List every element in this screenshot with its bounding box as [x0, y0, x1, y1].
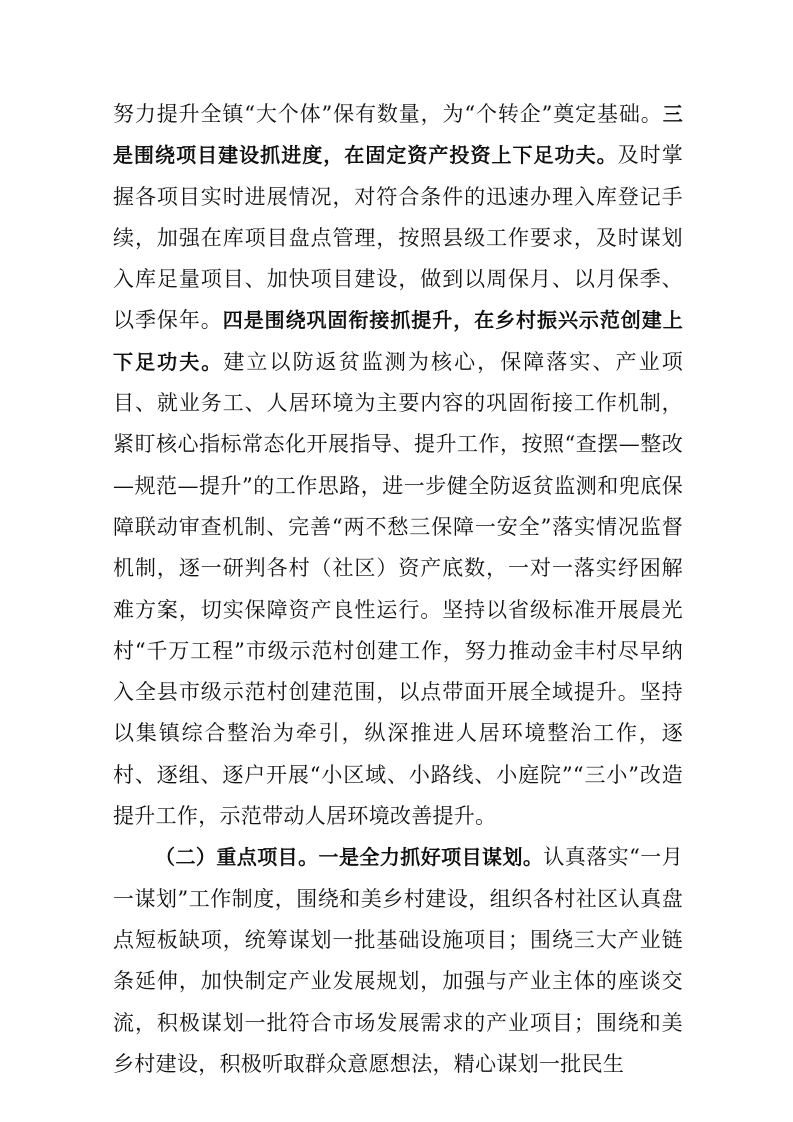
document-body	[113, 94, 683, 1085]
paragraph-key-projects	[113, 837, 683, 1085]
text-run: 认真落实“一月一谋划”工作制度，围绕和美乡村建设，组织各村社区认真盘点短板缺项，统筹谋划一批基础设施项目；围绕三大产业链条延伸，加快制定产业发展规划，加强与产业主体的座谈交流，积极谋划一批符合市场发展需求的产业项目；围绕和美乡村建设，积极听取群众意愿想法，精心谋划一批民生	[113, 845, 683, 1076]
text-run: 建立以防返贫监测为核心，保障落实、产业项目、就业务工、人居环境为主要内容的巩固衔接工作机制，紧盯核心指标常态化开展指导、提升工作，按照“查摆—整改—规范—提升”的工作思路，进一步健全防返贫监测和兜底保障联动审查机制、完善“两不愁三保障一安全”落实情况监督机制，逐一研判各村（社区）资产底数，一对一落实纾困解难方案，切实保障资产良性运行。坚持以省级标准开展晨光村“千万工程”市级示范村创建工作，努力推动金丰村尽早纳入全县市级示范村创建范围，以点带面开展全域提升。坚持以集镇综合整治为牵引，纵深推进人居环境整治工作，逐村、逐组、逐户开展“小区域、小路线、小庭院”“三小”改造提升工作，示范带动人居环境改善提升。	[113, 349, 684, 829]
bold-heading-run: 三是围绕项目建设抓进度，在固定资产投资上下足功夫。	[113, 102, 683, 168]
paragraph-continuation	[113, 94, 683, 837]
bold-heading-run: 四是围绕巩固衔接抓提升，在乡村振兴示范创建上下足功夫。	[113, 308, 683, 374]
bold-heading-run: （二）重点项目。一是全力抓好项目谋划。	[155, 845, 544, 870]
text-run: 努力提升全镇“大个体”保有数量，为“个转企”奠定基础。	[113, 102, 663, 126]
text-run: 及时掌握各项目实时进展情况，对符合条件的迅速办理入库登记手续，加强在库项目盘点管理，按照县级工作要求，及时谋划入库足量项目、加快项目建设，做到以周保月、以月保季、以季保年。	[113, 143, 683, 333]
